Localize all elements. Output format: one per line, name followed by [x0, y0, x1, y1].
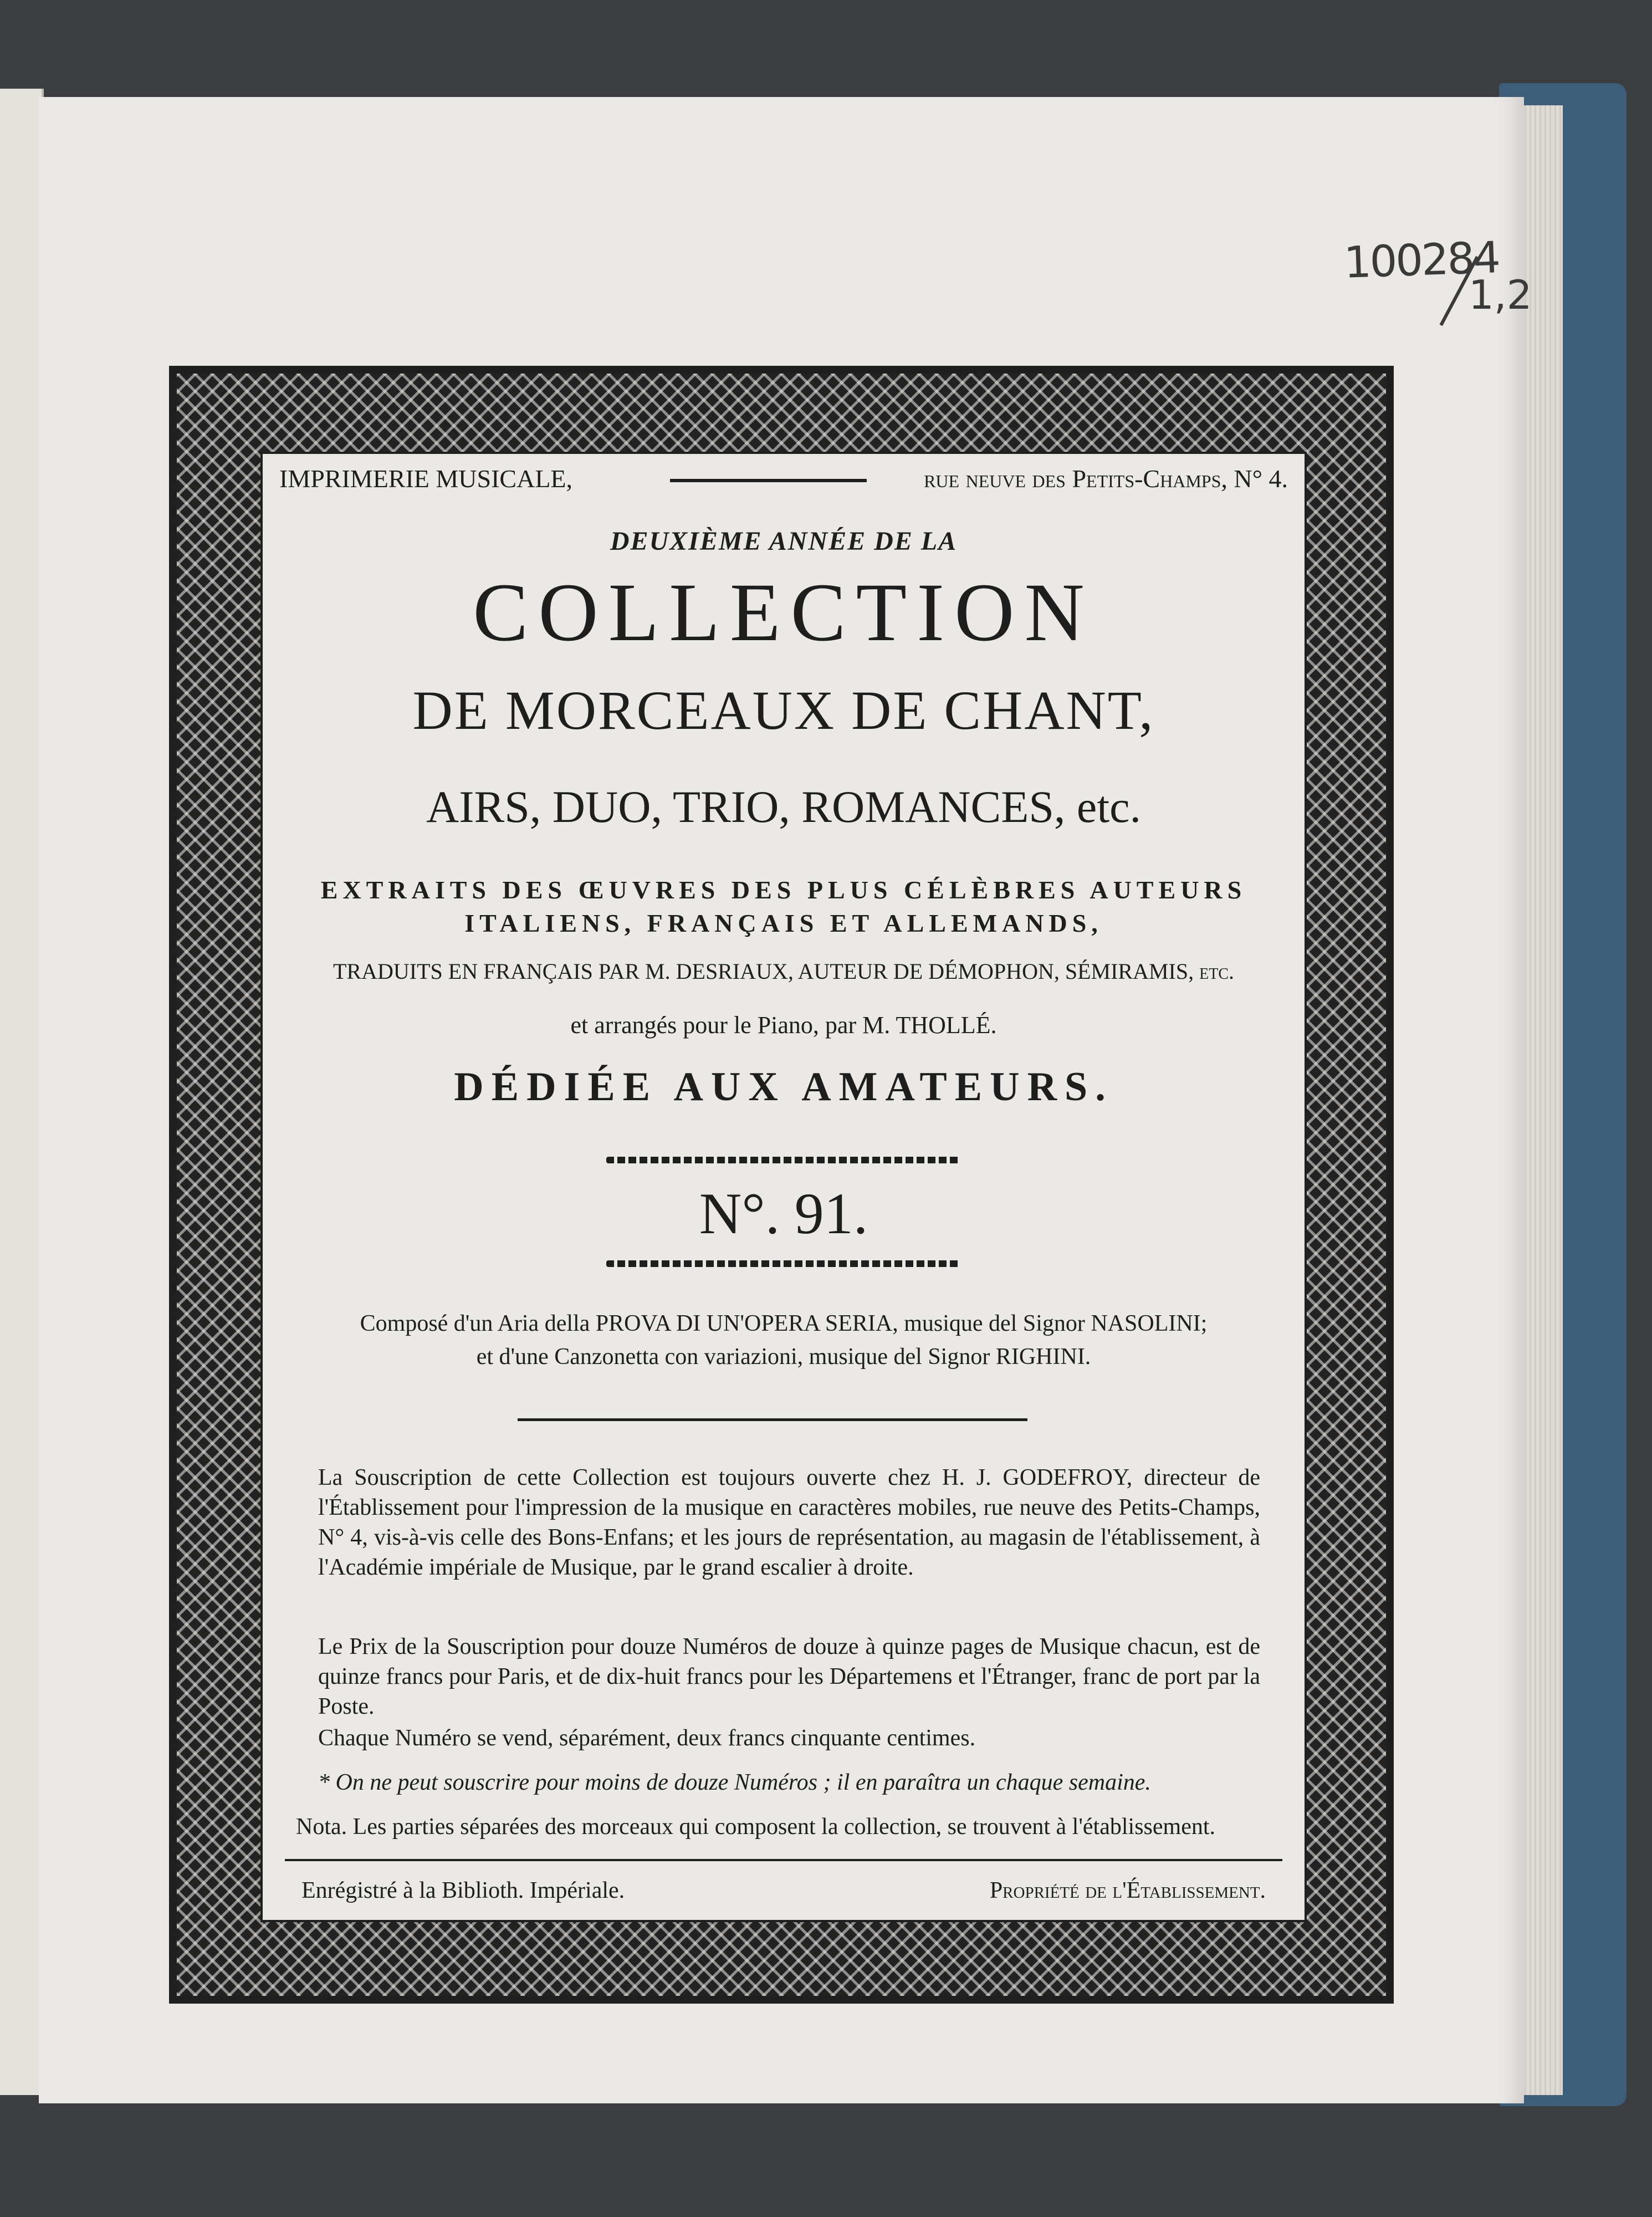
library-stamp-number: 100284	[1343, 233, 1500, 288]
title-line5: EXTRAITS DES ŒUVRES DES PLUS CÉLÈBRES AUTEURS	[320, 876, 1247, 904]
ornamental-border	[169, 366, 1394, 2004]
title-line8: et arrangés pour le Piano, par M. THOLLÉ.	[570, 1012, 997, 1039]
title-line1: DEUXIÈME ANNÉE DE LA	[610, 527, 958, 556]
title-page	[39, 97, 1532, 2103]
previous-page-edge	[0, 89, 44, 2095]
minimum-subscription-note: * On ne peut souscrire pour moins de douze Numéros ; il en paraîtra un chaque semaine.	[318, 1770, 1151, 1795]
subscription-paragraph: La Souscription de cette Collection est toujours ouverte chez H. J. GODEFROY, directeur de l'Établissement pour l'impression de la musique en caractères mobiles, rue neuve des Petits-Champs, N° 4, vis-à-vis celle des Bons-Enfans; et les jours de représentation, au magasin de l'établissement, à l'Académie impériale de Musique, par le grand escalier à droite.	[318, 1465, 1260, 1580]
title-line7: TRADUITS EN FRANÇAIS PAR M. DESRIAUX, AUTEUR DE DÉMOPHON, SÉMIRAMIS, etc.	[333, 959, 1234, 984]
dedication: DÉDIÉE AUX AMATEURS.	[454, 1064, 1113, 1110]
nota-paragraph: Nota. Les parties séparées des morceaux qui composent la collection, se trouvent à l'établissement.	[296, 1814, 1216, 1840]
wavy-rule-bottom	[606, 1260, 961, 1267]
footer-right: Propriété de l'Établissement.	[989, 1878, 1266, 1903]
composition-line1: Composé d'un Aria della PROVA DI UN'OPERA SERIA, musique del Signor NASOLINI;	[360, 1311, 1208, 1336]
title-line4: AIRS, DUO, TRIO, ROMANCES, etc.	[426, 781, 1142, 832]
header-right: rue neuve des Petits-Champs, N° 4.	[924, 464, 1288, 493]
title-line6: ITALIENS, FRANÇAIS ET ALLEMANDS,	[464, 909, 1103, 937]
issue-number: N°. 91.	[699, 1181, 868, 1246]
header-left: IMPRIMERIE MUSICALE,	[279, 464, 573, 493]
wavy-rule-top	[606, 1157, 961, 1163]
price-paragraph: Le Prix de la Souscription pour douze Numéros de douze à quinze pages de Musique chacun, est de quinze francs pour Paris, et de dix-huit francs pour les Départemens et l'Étranger, franc de port par la Poste.	[318, 1634, 1260, 1719]
single-issue-price: Chaque Numéro se vend, séparément, deux francs cinquante centimes.	[318, 1725, 976, 1751]
composition-line2: et d'une Canzonetta con variazioni, musique del Signor RIGHINI.	[476, 1344, 1091, 1370]
footer-left: Enrégistré à la Biblioth. Impériale.	[301, 1878, 625, 1903]
title-panel	[260, 452, 1307, 1922]
library-stamp-sub: 1,2	[1469, 272, 1532, 318]
title-line3: DE MORCEAUX DE CHANT,	[412, 680, 1155, 741]
footer-rule	[285, 1859, 1282, 1861]
divider-rule	[518, 1418, 1027, 1421]
title-collection: COLLECTION	[473, 566, 1094, 658]
header-rule	[670, 479, 867, 482]
